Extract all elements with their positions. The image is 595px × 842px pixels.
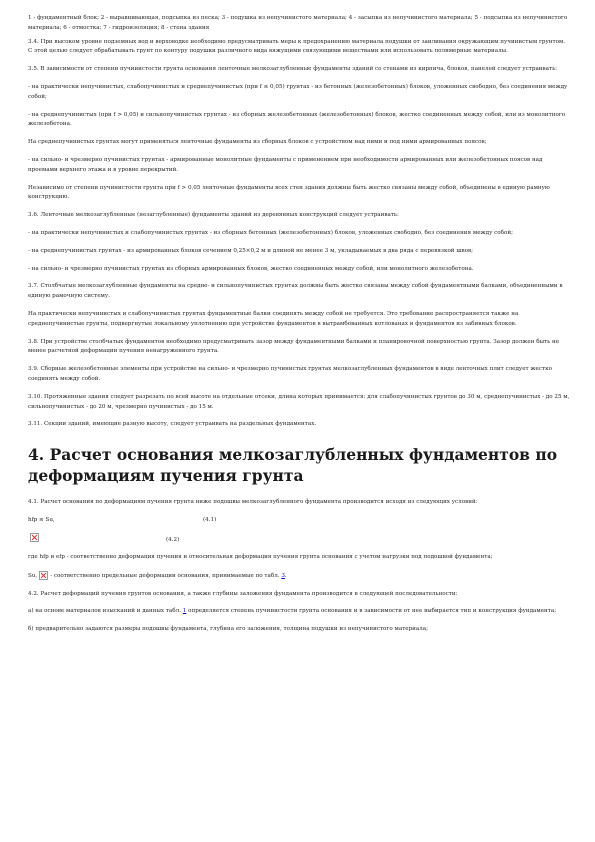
paragraph-3-5: 3.5. В зависимости от степени пучинистости грунта основания ленточные мелкозаглубленные фундаменты зданий со стенами из кирпича, блоков, панелей следует устраивать: xyxy=(28,66,558,73)
paragraph-4-2-b: б) предварительно задаются размеры подошвы фундамента, глубина его заложения, толщина подушки из непучинистого материала; xyxy=(28,626,429,633)
formula-4-2 xyxy=(28,533,571,547)
broken-image-icon xyxy=(39,571,48,580)
p42a-before: а) на основе материалов изысканий и данных табл. xyxy=(28,608,181,615)
formula-4-1 xyxy=(28,516,571,527)
paragraph-4-2-a xyxy=(28,607,571,617)
broken-image-icon xyxy=(30,533,39,542)
paragraph-3-5-d: - на сильно- и чрезмерно пучинистых грунтах - армированные монолитные фундаменты с применением при необходимости армированных или железобетонных поясов над проемами верхнего этажа и в уровне перекрытий. xyxy=(28,156,543,173)
su-definition xyxy=(28,571,571,582)
figure-caption: 1 - фундаментный блок; 2 - выравнивающая, подсыпка из песка; 3 - подушка из непучинистого материала; 4 - засыпка из непучинистого материала; 5 - подсыпка из непучинистого материала; 6 - отмостка; 7 - гидроизоляция; 8 - стена здания xyxy=(28,15,568,31)
table-3-link[interactable]: 3 xyxy=(281,572,285,579)
paragraph-hfp-definition: где hfp и efp - соответственно деформация пучения и относительная деформация пучения грунта основания с учетом нагрузки под подошвой фундамента; xyxy=(28,553,493,560)
paragraphs-top xyxy=(28,14,571,430)
formula-4-1-number: (4.1) xyxy=(203,516,217,523)
section-heading: 4. Расчет основания мелкозаглубленных фундаментов по деформациям пучения грунта xyxy=(28,445,558,486)
paragraph-3-6: 3.6. Ленточные мелкозаглубленные (незаглубленные) фундаменты зданий из деревянных конструкций следует устраивать: xyxy=(28,212,399,219)
formula-4-2-number: (4.2) xyxy=(166,536,180,543)
su-symbol: Su, xyxy=(28,572,38,579)
formula-4-1-text: hfp ≤ Su, xyxy=(28,516,55,523)
p42a-after: определяется степень пучинистости грунта основания и в зависимости от нее выбирается тип и конструкция фундамента; xyxy=(188,608,557,615)
paragraph-3-4: 3.4. При высоком уровне подземных вод и верховодке необходимо предусматривать меры к предохранению материала подушки от заиливания окружающим пучинистым грунтом. С этой целью следует обрабатывать грунт по контуру подушки различного вида вяжущими связующими веществами или использовать полимерные материалы. xyxy=(28,38,566,55)
paragraph-3-11: 3.11. Секции зданий, имеющие разную высоту, следует устраивать на раздельных фундаментах. xyxy=(28,421,317,428)
paragraph-3-6-b: - на среднепучинистых грунтах - из армированных блоков сечением 0,25×0,2 м и длиной не менее 3 м, укладываемых в два ряда с перевязкой швов; xyxy=(28,247,474,254)
paragraph-3-5-a: - на практически непучинистых, слабопучинистых и среднепучинистых (при f ≤ 0,05) грунтах - из бетонных (железобетонных) блоков, уложенных свободно, без соединения между собой; xyxy=(28,83,568,100)
paragraph-3-6-c: - на сильно- и чрезмерно пучинистых грунтах из сборных армированных блоков, жестко соединенных между собой, или монолитного железобетона. xyxy=(28,265,474,272)
paragraph-3-9: 3.9. Сборные железобетонные элементы при устройстве на сильно- и чрезмерно пучинистых грунтах мелкозаглубленных фундаментов в виде ленточных плит следует жестко соединять между собой. xyxy=(28,366,552,382)
su-end: . xyxy=(284,572,287,579)
paragraph-3-10: 3.10. Протяженные здания следует разрезать по всей высоте на отдельные отсеки, длина которых принимается: для слабопучинистых грунтов до 30 м, среднепучинистых - до 25 м, сильнопучинистых - до 20 м, чрезмерно пучинистых - до 15 м. xyxy=(28,393,570,410)
paragraph-3-5-c: На среднепучинистых грунтах могут применяться ленточные фундаменты из сборных блоков с устройством над ними и под ними армированных поясов; xyxy=(28,139,487,146)
su-text: - соответственно предельные деформации основания, принимаемые по табл. xyxy=(50,572,280,579)
paragraph-3-5-e: Независимо от степени пучинистости грунта при f > 0,05 ленточные фундаменты всех стен здания должны быть жестко связаны между собой, объединены в единую рамную конструкцию. xyxy=(28,184,550,201)
paragraph-4-2: 4.2. Расчет деформаций пучения грунтов основания, а также глубины заложения фундамента производится в следующей последовательности: xyxy=(28,590,458,597)
paragraph-3-7: 3.7. Столбчатые мелкозаглубленные фундаменты на средне- и сильнопучинистых грунтах должны быть жестко связаны между собой фундаментными балками, объединенными в единую рамочную систему. xyxy=(28,283,563,300)
document-page xyxy=(28,14,571,643)
paragraph-3-7-b: На практически непучинистых и слабопучинистых грунтах фундаментные балки соединять между собой не требуется. Это требование распространяется также на среднепучинистые грунты, подвергнутые локальному уплотнению при устройстве фундаментов в вытрамбованных котлованах и фундаментов из забивных блоков. xyxy=(28,310,519,327)
paragraph-3-5-b: - на среднепучинистых (при f > 0,05) и сильнопучинистых грунтах - из сборных железобетонных (железобетонных) блоков, жестко соединенных между собой, или из монолитного железобетона. xyxy=(28,111,566,128)
paragraph-3-8: 3.8. При устройстве столбчатых фундаментов необходимо предусматривать зазор между фундаментными балками и планировочной поверхностью грунта. Зазор должен быть не менее расчетной деформации пучения ненагруженного грунта. xyxy=(28,338,560,355)
paragraph-3-6-a: - на практически непучинистых и слабопучинистых грунтах - из сборных бетонных (железобетонных) блоков, уложенных свободно, без соединения между собой; xyxy=(28,229,514,236)
table-1-link[interactable]: 1 xyxy=(182,608,187,615)
paragraph-4-1: 4.1. Расчет основания по деформациям пучения грунта ниже подошвы мелкозаглубленного фундамента производится исходя из следующих условий: xyxy=(28,499,478,506)
